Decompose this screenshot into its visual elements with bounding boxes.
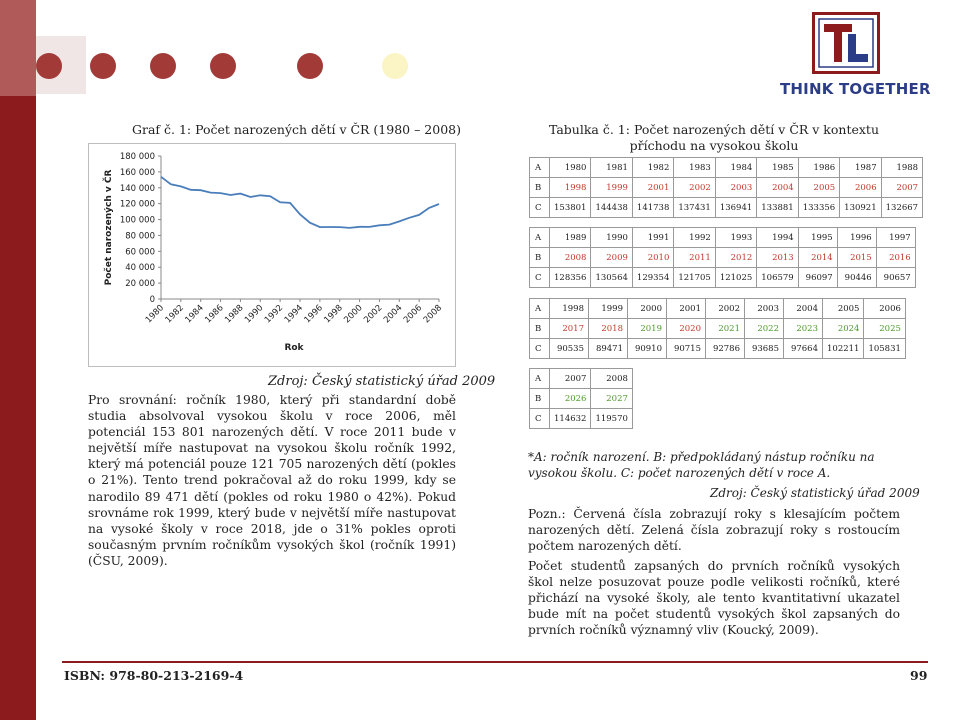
table-cell: 90535 (550, 339, 589, 359)
table-cell: 92786 (706, 339, 745, 359)
birth-table-block (529, 157, 923, 218)
table-cell: 102211 (823, 339, 864, 359)
table-cell: 1997 (876, 228, 915, 248)
table-footnote: *A: ročník narození. B: předpokládaný nástup ročníku na vysokou školu. C: počet narozených dětí v roce A. (528, 450, 875, 480)
table-cell: 2006 (864, 299, 905, 319)
table-cell: 1981 (591, 158, 632, 178)
x-tick-label: 1998 (322, 303, 345, 326)
table-row (530, 369, 633, 389)
x-axis-label: Rok (284, 343, 304, 353)
table-cell: 130564 (591, 268, 632, 288)
table-cell: 2010 (632, 248, 673, 268)
x-tick-label: 1980 (143, 303, 167, 326)
decorative-dot (382, 53, 408, 79)
table-cell: 2017 (550, 319, 589, 339)
birth-table-block (529, 368, 633, 429)
row-label: B (530, 178, 550, 198)
table-row (530, 158, 923, 178)
table-cell: 144438 (591, 198, 632, 218)
table-cell: 129354 (632, 268, 673, 288)
table-cell: 2026 (550, 389, 591, 409)
decorative-dot (36, 53, 62, 79)
table-cell: 1990 (591, 228, 632, 248)
y-tick-label: 40 000 (125, 263, 155, 274)
x-tick-label: 1988 (223, 303, 246, 326)
row-label: B (530, 389, 550, 409)
table-cell: 1980 (550, 158, 591, 178)
table-cell: 2014 (798, 248, 837, 268)
left-sidebar-bar (0, 0, 36, 720)
table-cell: 1996 (837, 228, 876, 248)
row-label: B (530, 248, 550, 268)
page-number: 99 (910, 668, 928, 683)
decorative-dot (297, 53, 323, 79)
row-label: C (530, 339, 550, 359)
table-cell: 2019 (628, 319, 667, 339)
table-cell: 106579 (757, 268, 798, 288)
decorative-dot (90, 53, 116, 79)
table-cell: 2023 (784, 319, 823, 339)
table-cell: 105831 (864, 339, 905, 359)
table-row (530, 228, 916, 248)
table-cell: 133356 (798, 198, 839, 218)
row-label: A (530, 369, 550, 389)
table-cell: 97664 (784, 339, 823, 359)
row-label: A (530, 158, 550, 178)
table-cell: 2008 (550, 248, 591, 268)
y-tick-label: 20 000 (125, 279, 155, 290)
y-tick-label: 120 000 (119, 199, 155, 210)
table-cell: 90657 (876, 268, 915, 288)
table-cell: 2001 (667, 299, 706, 319)
table-cell: 96097 (798, 268, 837, 288)
table-cell: 1999 (589, 299, 628, 319)
table-row (530, 409, 633, 429)
table-cell: 121705 (674, 268, 715, 288)
table-cell: 121025 (715, 268, 756, 288)
table-cell: 2013 (757, 248, 798, 268)
y-tick-label: 80 000 (125, 231, 155, 242)
table-source: Zdroj: Český statistický úřad 2009 (710, 486, 920, 500)
table-cell: 2012 (715, 248, 756, 268)
table-title: Tabulka č. 1: Počet narozených dětí v ČR v kontextu příchodu na vysokou školu (548, 122, 879, 153)
x-tick-label: 2002 (362, 303, 385, 326)
table-cell: 1985 (757, 158, 798, 178)
table-cell: 1998 (550, 299, 589, 319)
y-tick-label: 140 000 (119, 183, 155, 194)
table-cell: 2024 (823, 319, 864, 339)
row-label: A (530, 299, 550, 319)
births-series-line (161, 177, 439, 228)
x-tick-label: 1996 (302, 303, 325, 326)
table-cell: 2022 (745, 319, 784, 339)
table-cell: 2009 (591, 248, 632, 268)
table-cell: 132667 (881, 198, 922, 218)
table-cell: 1991 (632, 228, 673, 248)
table-cell: 2025 (864, 319, 905, 339)
x-tick-label: 1990 (243, 303, 266, 326)
table-cell: 2004 (784, 299, 823, 319)
y-tick-label: 160 000 (119, 167, 155, 178)
table-cell: 2027 (591, 389, 632, 409)
left-paragraph: Pro srovnání: ročník 1980, který při standardní době studia absolvoval vysokou školu v roce 2006, měl potenciál 153 801 narozených dětí. V roce 2011 bude v největší míře nastupovat na vysokou školu ročník 1992, který má potenciál pouze 121 705 narozených dětí (pokles o 21%). Tento trend pokračoval až do roku 1999, kdy se narodilo 89 471 dětí (pokles od roku 1980 o 42%). Pokud srovnáme rok 1999, který bude v největší míře nastupovat na vysoké školy v roce 2018, jde o 31% pokles oproti současným prvním ročníkům vysokých škol (ročník 1991) (ČSU, 2009). (88, 393, 456, 568)
birth-table-block (529, 227, 916, 288)
table-cell: 2021 (706, 319, 745, 339)
table-cell: 128356 (550, 268, 591, 288)
decorative-dot (210, 53, 236, 79)
table-row (530, 319, 906, 339)
table-cell: 90446 (837, 268, 876, 288)
table-row (530, 268, 916, 288)
y-axis-label: Počet narozených v ČR (104, 169, 114, 286)
table-cell: 2000 (628, 299, 667, 319)
birth-table-block (529, 298, 906, 359)
table-cell: 1986 (798, 158, 839, 178)
y-tick-label: 100 000 (119, 215, 155, 226)
table-cell: 1989 (550, 228, 591, 248)
table-row (530, 248, 916, 268)
right-paragraph: Počet studentů zapsaných do prvních ročníků vysokých škol nelze posuzovat pouze podle velikosti ročníků, které přichází na vysoké školy, ale tento kvantitativní ukazatel bude mít na počet studentů vysokých škol zapsaných do prvních ročníků významný vliv (Koucký, 2009). (528, 559, 900, 638)
chart-title: Graf č. 1: Počet narozených dětí v ČR (1980 – 2008) (132, 122, 461, 137)
chart-source: Zdroj: Český statistický úřad 2009 (268, 374, 496, 389)
table-cell: 1988 (881, 158, 922, 178)
table-cell: 2008 (591, 369, 632, 389)
decorative-dot (150, 53, 176, 79)
table-row (530, 178, 923, 198)
table-cell: 136941 (715, 198, 756, 218)
y-tick-label: 0 (149, 295, 155, 305)
table-cell: 2006 (840, 178, 881, 198)
corner-decoration (0, 0, 36, 96)
brand-name: THINK TOGETHER (780, 80, 931, 98)
footer-divider (62, 661, 928, 663)
table-cell: 2005 (798, 178, 839, 198)
table-cell: 1982 (632, 158, 673, 178)
table-cell: 133881 (757, 198, 798, 218)
row-label: A (530, 228, 550, 248)
table-cell: 153801 (550, 198, 591, 218)
x-tick-label: 1982 (163, 303, 186, 326)
table-cell: 1995 (798, 228, 837, 248)
isbn: ISBN: 978-80-213-2169-4 (64, 668, 244, 683)
table-cell: 137431 (674, 198, 715, 218)
x-tick-label: 1986 (203, 303, 226, 326)
table-row (530, 339, 906, 359)
table-cell: 89471 (589, 339, 628, 359)
table-cell: 2016 (876, 248, 915, 268)
table-cell: 1998 (550, 178, 591, 198)
table-cell: 90715 (667, 339, 706, 359)
table-cell: 2001 (632, 178, 673, 198)
table-cell: 130921 (840, 198, 881, 218)
table-cell: 2011 (674, 248, 715, 268)
table-cell: 2015 (837, 248, 876, 268)
table-cell: 2004 (757, 178, 798, 198)
x-tick-label: 1992 (262, 303, 286, 326)
x-tick-label: 2000 (342, 303, 365, 326)
table-note: Pozn.: Červená čísla zobrazují roky s klesajícím počtem narozených dětí. Zelená čísla zobrazují roky s rostoucím počtem narozených dětí. (528, 507, 900, 554)
table-cell: 2005 (823, 299, 864, 319)
table-cell: 1994 (757, 228, 798, 248)
x-tick-label: 2006 (401, 303, 425, 326)
birth-chart (88, 143, 456, 367)
table-row (530, 299, 906, 319)
table-cell: 2003 (715, 178, 756, 198)
table-cell: 2002 (706, 299, 745, 319)
chart-canvas (89, 144, 455, 366)
think-together-logo (812, 12, 880, 74)
table-cell: 2007 (550, 369, 591, 389)
table-cell: 2007 (881, 178, 922, 198)
y-tick-label: 60 000 (125, 247, 155, 258)
row-label: C (530, 268, 550, 288)
table-cell: 90910 (628, 339, 667, 359)
table-cell: 93685 (745, 339, 784, 359)
row-label: C (530, 409, 550, 429)
table-cell: 1992 (674, 228, 715, 248)
table-cell: 2003 (745, 299, 784, 319)
table-cell: 1987 (840, 158, 881, 178)
x-tick-label: 1994 (282, 303, 306, 326)
x-tick-label: 2008 (421, 303, 445, 326)
x-tick-label: 2004 (382, 303, 405, 326)
table-cell: 2018 (589, 319, 628, 339)
table-row (530, 389, 633, 409)
row-label: C (530, 198, 550, 218)
table-cell: 2002 (674, 178, 715, 198)
y-tick-label: 180 000 (119, 152, 155, 162)
table-row (530, 198, 923, 218)
table-cell: 1983 (674, 158, 715, 178)
table-cell: 1999 (591, 178, 632, 198)
table-cell: 1993 (715, 228, 756, 248)
table-cell: 114632 (550, 409, 591, 429)
table-cell: 1984 (715, 158, 756, 178)
table-cell: 2020 (667, 319, 706, 339)
table-cell: 119570 (591, 409, 632, 429)
row-label: B (530, 319, 550, 339)
table-cell: 141738 (632, 198, 673, 218)
x-tick-label: 1984 (183, 303, 206, 326)
